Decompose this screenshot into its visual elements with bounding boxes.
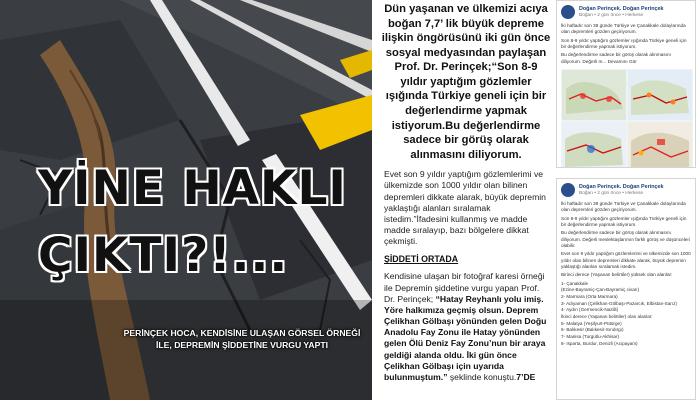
article-lead: Dün yaşanan ve ülkemizi acıya boğan 7,7’ lik büyük depreme ilişkin öngörüsünü iki gün önce sosyal medyasından paylaşan Prof. Dr. Perinçek;“Son 8-9 yıldır yaptığım gözlemler ışığında Türkiye geneli için bir değerlendirme yapmak istiyorum.Bu değerlendirme sadece bir görüş olarak alınmasını diliyorum.	[381, 3, 551, 161]
list-item: (Ezine-Bayramiç-Çan-Bayramiç civarı)	[561, 287, 640, 293]
list-item: 6- Balıkesir (Balıkesir-Sındırgı)	[561, 327, 624, 333]
article-paragraph-1: Evet son 9 yıldır yaptığım gözlemlerimi ve ülkemizde son 1000 yıldır olan bilinen depremleri dikkate alarak, büyük depremin yaklaştığı alanları sıralamak istedim.”İfadesini kullanmış ve madde madde sıralayıp, bazı bölgelere dikkat çekmişti.	[384, 169, 546, 247]
list-item: 5- Malatya (Yeşilyurt-Pütürge)	[561, 320, 622, 326]
list-item: 2- Marmara (Orta Marmara)	[561, 294, 618, 300]
post-2-meta: Boğan • 2 gün önce • Herkese	[579, 190, 644, 196]
list-item: İkinci derece (Yaşanan belirtiler) olan alanlar:	[561, 314, 653, 320]
post-2-text	[557, 201, 695, 279]
post-2-region-list	[557, 281, 695, 348]
post-2-line: Evet son 9 yıldır yaptığım gözlemlerimi ve ülkemizde son 1000 yıldır olan bilinen depremleri dikkate alarak, büyük depremin yaklaştığı alanları sıralamak istedim.	[561, 251, 691, 270]
post-1-line: Son 8-9 yıldır yaptığım gözlemler ışığında Türkiye geneli için bir değerlendirme yapmak istiyorum.	[561, 37, 687, 50]
article-paragraph-2	[380, 271, 552, 383]
paragraph-2-tail: şeklinde konuştu.	[447, 371, 517, 382]
post-1-author: Doğan Perinçek. Doğan Perinçek	[579, 6, 664, 13]
post-2-line: Bu değerlendirme sadece bir görüş olarak alınmasını diliyorum. Değerli meslektaşlarımın farklı görüş ve düşünceleri olabilir.	[561, 230, 690, 249]
article-subhead: ŞİDDETİ ORTADA	[384, 254, 459, 265]
avatar	[561, 5, 575, 19]
paragraph-2-intro: Kendisine ulaşan bir fotoğraf karesi örneği ile Depremin şiddetine vurgu yapan Prof. Dr. Perinçek;	[384, 271, 545, 304]
article-column	[380, 0, 552, 400]
paragraph-2-quote: “Hatay Reyhanlı yolu imiş. Yöre halkımıza geçmiş olsun. Deprem Çelikhan Gölbaşı yönünden gelen Doğu Anadolu Fay Zonu ile Hatay yönünden gelen Ölü Deniz Fay Zonu’nun bir araya geldiği alanda oldu. İki gün önce Çelikhan Gölbaşı için uyarıda bulunmuştum.”	[384, 293, 547, 382]
social-post-1	[556, 0, 696, 168]
post-2-line: İki haftadır son 38 günde Türkiye ve Çanakkale dolaylarında olan depremleri gözden geçiriyorum.	[561, 201, 686, 213]
list-item: 1- Çanakkale	[561, 280, 589, 286]
headline-line-2: ÇIKTI?!...	[38, 228, 289, 283]
photo-caption: PERİNÇEK HOCA, KENDİSİNE ULAŞAN GÖRSEL ÖRNEĞİ İLE, DEPREMİN ŞİDDETİNE VURGU YAPTI	[123, 328, 361, 350]
social-post-2	[556, 178, 696, 400]
post-2-header	[557, 179, 695, 201]
list-item: 8- Isparta, Burdur, Denizli (Acıpayam)	[561, 340, 638, 346]
list-item: 3- Adıyaman (Çelikhan-Gölbaşı-Pazarcık, Elbistan-Sarız)	[561, 300, 677, 306]
post-2-list-title: Birinci derece (Yaşanan belirtiler) yüksek olan alanlar:	[561, 272, 673, 278]
post-2-author: Doğan Perinçek. Doğan Perinçek	[579, 184, 664, 191]
avatar	[561, 183, 575, 197]
headline-line-1: YİNE HAKLI	[38, 161, 347, 216]
earthquake-maps-illustration	[561, 69, 693, 168]
post-1-meta: Boğan • 2 gün önce • Herkese	[579, 12, 644, 18]
post-1-maps	[561, 69, 691, 168]
list-item: 7- Manisa (Turgutlu-Akhisar)	[561, 334, 620, 340]
post-1-line: Bu değerlendirme sadece bir görüş olarak alınmasını diliyorum. Değerli m... Devamını Gör	[561, 52, 671, 64]
list-item: 4- Aydın (Germencik-Nazilli)	[561, 307, 619, 313]
post-2-line: Son 8-9 yıldır yaptığım gözlemler ışığında Türkiye geneli için bir değerlendirme yapmak istiyorum.	[561, 215, 687, 228]
page-reference: 7’DE	[516, 371, 536, 382]
post-1-line: İki haftadır son 38 günde Türkiye ve Çanakkale dolaylarında olan depremleri gözden geçiriyorum.	[561, 23, 686, 35]
post-1-header	[557, 1, 695, 23]
post-1-text	[557, 23, 695, 65]
